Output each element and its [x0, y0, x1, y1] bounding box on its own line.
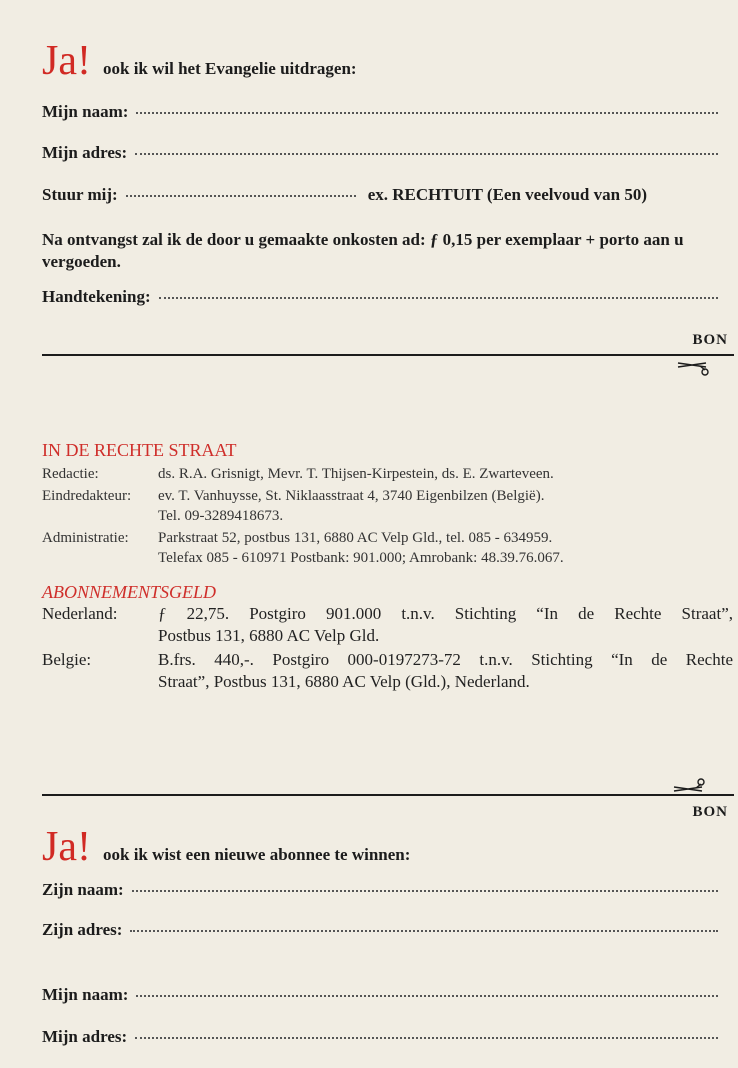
- nederland-line2: Postbus 131, 6880 AC Velp Gld.: [158, 626, 380, 645]
- send-dotted-line[interactable]: [126, 195, 356, 197]
- address-field-row[interactable]: [42, 143, 718, 163]
- abonnement-title: ABONNEMENTSGELD: [42, 582, 217, 602]
- their-address-field-row[interactable]: [42, 920, 718, 940]
- redactie-value: ds. R.A. Grisnigt, Mevr. T. Thijsen-Kirpestein, ds. E. Zwarteveen.: [158, 466, 554, 482]
- eindredakteur-label: Eindredakteur:: [42, 488, 132, 504]
- colofon-title: IN DE RECHTE STRAAT: [42, 440, 237, 460]
- eindredakteur-value: ev. T. Vanhuysse, St. Niklaasstraat 4, 3740 Eigenbilzen (België).: [158, 488, 545, 504]
- send-suffix: ex. RECHTUIT (Een veelvoud van 50): [367, 185, 647, 204]
- top-cut-line: [42, 354, 734, 356]
- my-name-field-row[interactable]: [42, 985, 718, 1005]
- redactie-label: Redactie:: [42, 466, 99, 482]
- send-label: Stuur mij:: [42, 185, 118, 204]
- their-name-field-row[interactable]: [42, 880, 718, 900]
- bottom-cut-line: [42, 794, 734, 796]
- bottom-bon-label: BON: [692, 804, 728, 820]
- abonnement-details: [42, 603, 732, 693]
- eindredakteur-tel: Tel. 09-3289418673.: [158, 508, 284, 524]
- my-address-dotted-line[interactable]: [135, 1037, 718, 1039]
- their-name-dotted-line[interactable]: [132, 890, 718, 892]
- their-address-label: Zijn adres:: [42, 920, 123, 939]
- my-address-label: Mijn adres:: [42, 1027, 128, 1046]
- terms-text: Na ontvangst zal ik de door u gemaakte onkosten ad: ƒ 0,15 per exemplaar + porto aan u vergoeden.: [42, 230, 684, 271]
- bottom-coupon-intro: ook ik wist een nieuwe abonnee te winnen:: [102, 845, 411, 864]
- scissors-icon: [676, 357, 714, 379]
- my-address-field-row[interactable]: [42, 1027, 718, 1047]
- nederland-line1: ƒ 22,75. Postgiro 901.000 t.n.v. Stichting “In de Rechte Straat”,: [158, 604, 733, 623]
- belgie-line2: Straat”, Postbus 131, 6880 AC Velp (Gld.), Nederland.: [158, 672, 530, 691]
- administratie-value: Parkstraat 52, postbus 131, 6880 AC Velp Gld., tel. 085 - 634959.: [158, 530, 553, 546]
- administratie-label: Administratie:: [42, 530, 129, 546]
- my-name-dotted-line[interactable]: [136, 995, 718, 997]
- signature-field-row[interactable]: [42, 287, 718, 307]
- top-coupon-heading: [42, 40, 357, 82]
- their-name-label: Zijn naam:: [42, 880, 124, 899]
- address-label: Mijn adres:: [42, 143, 128, 162]
- nederland-label: Nederland:: [42, 604, 118, 623]
- signature-label: Handtekening:: [42, 287, 151, 306]
- belgie-line1: B.frs. 440,-. Postgiro 000-0197273-72 t.n.v. Stichting “In de Rechte: [158, 650, 733, 669]
- signature-dotted-line[interactable]: [159, 297, 718, 299]
- name-label: Mijn naam:: [42, 102, 129, 121]
- ja-exclamation: Ja!: [42, 824, 91, 870]
- ja-exclamation: Ja!: [42, 38, 91, 84]
- bottom-coupon-heading: [42, 826, 410, 868]
- my-name-label: Mijn naam:: [42, 985, 129, 1004]
- name-field-row[interactable]: [42, 102, 718, 122]
- address-dotted-line[interactable]: [135, 153, 718, 155]
- top-coupon-intro: ook ik wil het Evangelie uitdragen:: [102, 59, 357, 78]
- top-bon-label: BON: [692, 332, 728, 348]
- send-field-row[interactable]: [42, 185, 718, 205]
- their-address-dotted-line[interactable]: [130, 930, 718, 932]
- name-dotted-line[interactable]: [136, 112, 718, 114]
- belgie-label: Belgie:: [42, 650, 92, 669]
- administratie-fax: Telefax 085 - 610971 Postbank: 901.000; Amrobank: 48.39.76.067.: [158, 550, 564, 566]
